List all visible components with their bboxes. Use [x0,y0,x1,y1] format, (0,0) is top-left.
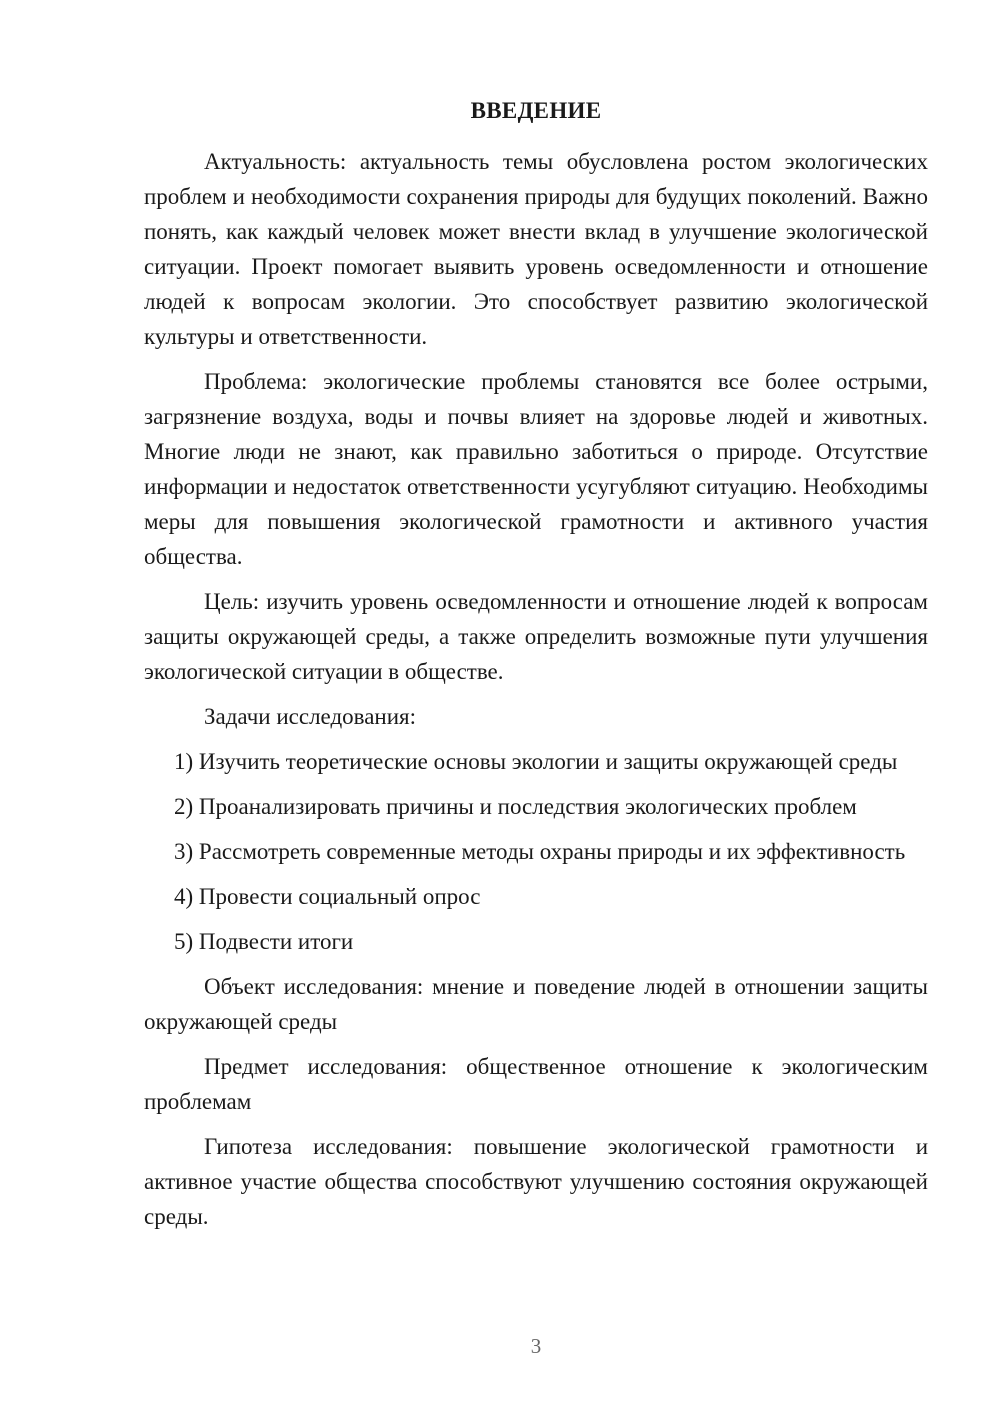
document-body [144,96,928,1244]
task-item-3: 3) Рассмотреть современные методы охраны природы и их эффективность [174,839,906,864]
tasks-title: Задачи исследования: [204,704,417,729]
section-heading: ВВЕДЕНИЕ [470,98,602,123]
hypothesis-paragraph: Гипотеза исследования: повышение экологической грамотности и активное участие общества способствуют улучшению состояния окружающей среды. [144,1134,928,1229]
relevance-paragraph: Актуальность: актуальность темы обусловлена ростом экологических проблем и необходимости сохранения природы для будущих поколений. Важно понять, как каждый человек может внести вклад в улучшение экологической ситуации. Проект помогает выявить уровень осведомленности и отношение людей к вопросам экологии. Это способствует развитию экологической культуры и ответственности. [144,149,928,349]
task-item-1: 1) Изучить теоретические основы экологии и защиты окружающей среды [174,749,898,774]
goal-paragraph: Цель: изучить уровень осведомленности и отношение людей к вопросам защиты окружающей среды, а также определить возможные пути улучшения экологической ситуации в обществе. [144,589,928,684]
problem-paragraph: Проблема: экологические проблемы становятся все более острыми, загрязнение воздуха, воды и почвы влияет на здоровье людей и животных. Многие люди не знают, как правильно заботиться о природе. Отсутствие информации и недостаток ответственности усугубляют ситуацию. Необходимы меры для повышения экологической грамотности и активного участия общества. [144,369,928,569]
page-number: 3 [530,1334,542,1358]
task-item-4: 4) Провести социальный опрос [174,884,481,909]
subject-paragraph: Предмет исследования: общественное отношение к экологическим проблемам [144,1054,928,1114]
task-item-5: 5) Подвести итоги [174,929,354,954]
task-item-2: 2) Проанализировать причины и последствия экологических проблем [174,794,857,819]
object-paragraph: Объект исследования: мнение и поведение людей в отношении защиты окружающей среды [144,974,928,1034]
